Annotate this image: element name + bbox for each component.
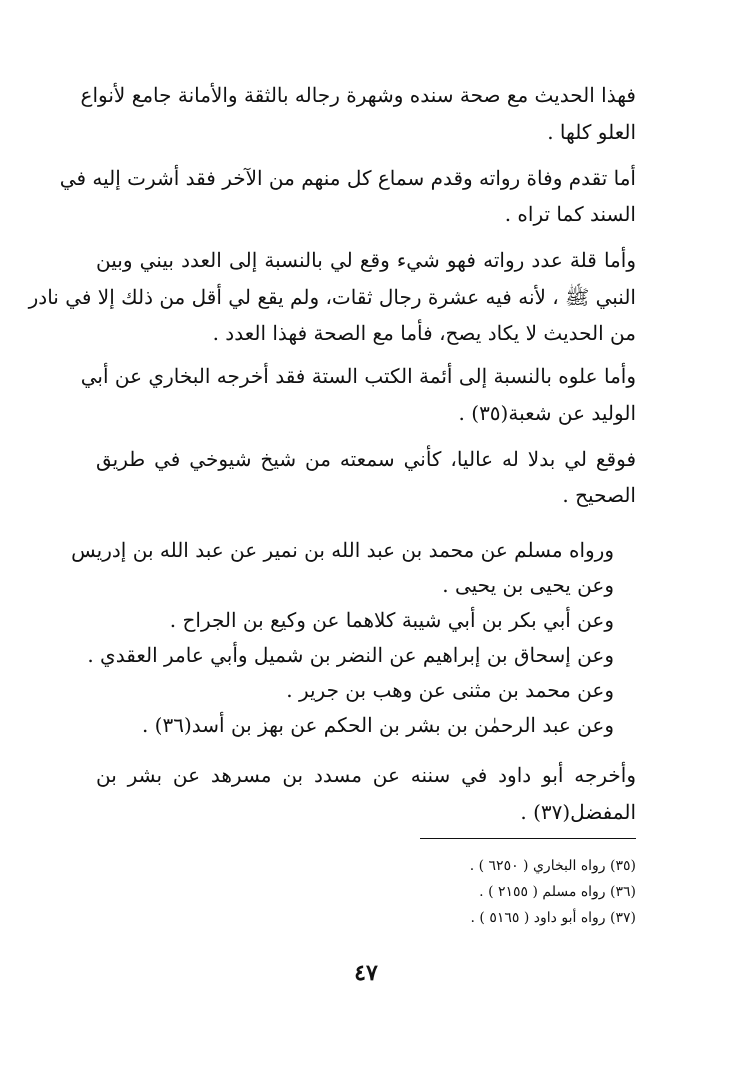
paragraph-1-line-1: فهذا الحديث مع صحة سنده وشهرة رجاله بالثقة والأمانة جامع لأنواع	[80, 83, 636, 107]
page-number: ٤٧	[354, 960, 378, 986]
closing-line-2: المفضل(٣٧) .	[520, 800, 636, 824]
paragraph-2-line-1: أما تقدم وفاة رواته وقدم سماع كل منهم من الآخر فقد أشرت إليه في	[59, 166, 636, 190]
paragraph-3-line-2: النبي ﷺ ، لأنه فيه عشرة رجال ثقات، ولم يقع لي أقل من ذلك إلا في نادر	[28, 285, 636, 309]
paragraph-1-line-2: العلو كلها .	[547, 120, 636, 144]
chain-line-4: وعن إسحاق بن إبراهيم عن النضر بن شميل وأبي عامر العقدي .	[87, 643, 614, 667]
chain-line-5: وعن محمد بن مثنى عن وهب بن جرير .	[286, 678, 614, 702]
footnote-35: (٣٥) رواه البخاري ( ٦٢٥٠ ) .	[469, 858, 636, 874]
paragraph-3-line-1: وأما قلة عدد رواته فهو شيء وقع لي بالنسبة إلى العدد بيني وبين	[96, 248, 636, 272]
footnote-separator	[420, 838, 636, 839]
paragraph-2-line-2: السند كما تراه .	[504, 202, 636, 226]
footnote-36: (٣٦) رواه مسلم ( ٢١٥٥ ) .	[479, 884, 636, 900]
paragraph-4-line-2: الوليد عن شعبة(٣٥) .	[458, 401, 636, 425]
chain-line-1: ورواه مسلم عن محمد بن عبد الله بن نمير عن عبد الله بن إدريس	[71, 538, 614, 562]
chain-line-6: وعن عبد الرحمٰن بن بشر بن الحكم عن بهز بن أسد(٣٦) .	[141, 713, 614, 737]
paragraph-4-line-1: وأما علوه بالنسبة إلى أئمة الكتب الستة فقد أخرجه البخاري عن أبي	[80, 364, 636, 388]
paragraph-3-line-3: من الحديث لا يكاد يصح، فأما مع الصحة فهذا العدد .	[212, 321, 636, 345]
chain-line-2: وعن يحيى بن يحيى .	[442, 573, 614, 597]
paragraph-5-line-2: الصحيح .	[562, 483, 636, 507]
closing-line-1: وأخرجه أبو داود في سننه عن مسدد بن مسرهد عن بشر بن	[96, 763, 636, 787]
footnote-37: (٣٧) رواه أبو داود ( ٥١٦٥ ) .	[470, 910, 636, 926]
paragraph-5-line-1: فوقع لي بدلا له عاليا، كأني سمعته من شيخ شيوخي في طريق	[96, 447, 636, 471]
chain-line-3: وعن أبي بكر بن أبي شيبة كلاهما عن وكيع بن الجراح .	[169, 608, 614, 632]
